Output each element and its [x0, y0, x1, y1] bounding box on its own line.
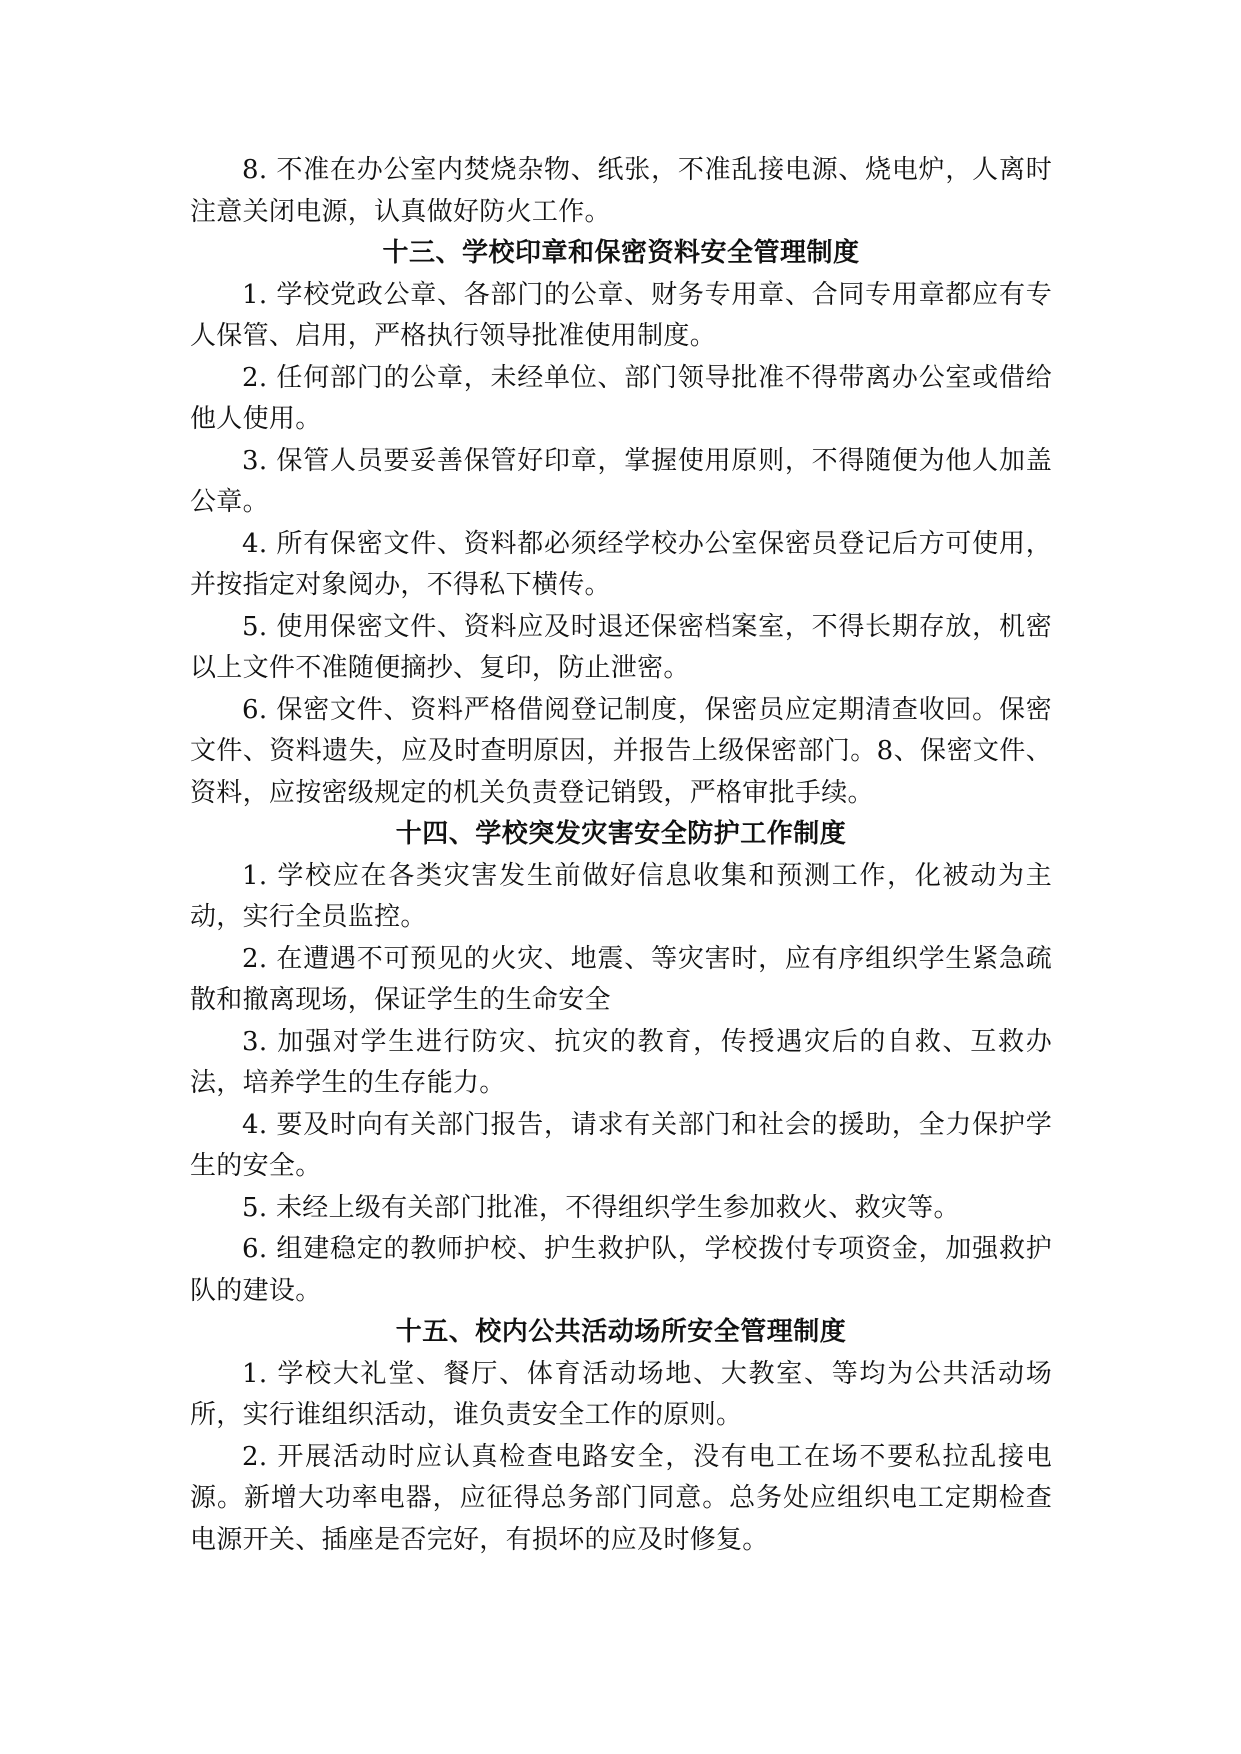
section-heading-13: 十三、学校印章和保密资料安全管理制度 — [382, 238, 860, 268]
paragraph-14-item-5: 5. 未经上级有关部门批准，不得组织学生参加救火、救灾等。 — [242, 1192, 960, 1223]
paragraph-14-item-2: 2. 在遭遇不可预见的火灾、地震、等灾害时，应有序组织学生紧急疏散和撤离现场，保证学生的生命安全 — [190, 943, 1052, 1015]
section-heading-14: 十四、学校突发灾害安全防护工作制度 — [395, 819, 847, 849]
paragraph-14-item-1: 1. 学校应在各类灾害发生前做好信息收集和预测工作，化被动为主动，实行全员监控。 — [190, 860, 1052, 932]
paragraph-14-item-4: 4. 要及时向有关部门报告，请求有关部门和社会的援助，全力保护学生的安全。 — [190, 1109, 1052, 1181]
paragraph-13-item-2: 2. 任何部门的公章，未经单位、部门领导批准不得带离办公室或借给他人使用。 — [190, 362, 1052, 434]
paragraph-item-8: 8. 不准在办公室内焚烧杂物、纸张，不准乱接电源、烧电炉，人离时注意关闭电源，认真做好防火工作。 — [190, 155, 1052, 227]
paragraph-13-item-3: 3. 保管人员要妥善保管好印章，掌握使用原则，不得随便为他人加盖公章。 — [190, 445, 1052, 517]
paragraph-13-item-1: 1. 学校党政公章、各部门的公章、财务专用章、合同专用章都应有专人保管、启用，严格执行领导批准使用制度。 — [190, 279, 1052, 351]
paragraph-14-item-3: 3. 加强对学生进行防灾、抗灾的教育，传授遇灾后的自救、互救办法，培养学生的生存能力。 — [190, 1026, 1052, 1098]
paragraph-15-item-2: 2. 开展活动时应认真检查电路安全，没有电工在场不要私拉乱接电源。新增大功率电器，应征得总务部门同意。总务处应组织电工定期检查电源开关、插座是否完好，有损坏的应及时修复。 — [190, 1441, 1052, 1555]
paragraph-13-item-5: 5. 使用保密文件、资料应及时退还保密档案室，不得长期存放，机密以上文件不准随便摘抄、复印，防止泄密。 — [190, 611, 1052, 683]
section-heading-15: 十五、校内公共活动场所安全管理制度 — [395, 1317, 847, 1347]
document-page — [190, 150, 1052, 1561]
paragraph-15-item-1: 1. 学校大礼堂、餐厅、体育活动场地、大教室、等均为公共活动场所，实行谁组织活动，谁负责安全工作的原则。 — [190, 1358, 1052, 1430]
paragraph-14-item-6: 6. 组建稳定的教师护校、护生救护队，学校拨付专项资金，加强救护队的建设。 — [190, 1234, 1052, 1306]
paragraph-13-item-4: 4. 所有保密文件、资料都必须经学校办公室保密员登记后方可使用，并按指定对象阅办，不得私下横传。 — [190, 528, 1052, 600]
paragraph-13-item-6: 6. 保密文件、资料严格借阅登记制度，保密员应定期清查收回。保密文件、资料遗失，应及时查明原因，并报告上级保密部门。8、保密文件、资料，应按密级规定的机关负责登记销毁，严格审批手续。 — [190, 694, 1052, 808]
